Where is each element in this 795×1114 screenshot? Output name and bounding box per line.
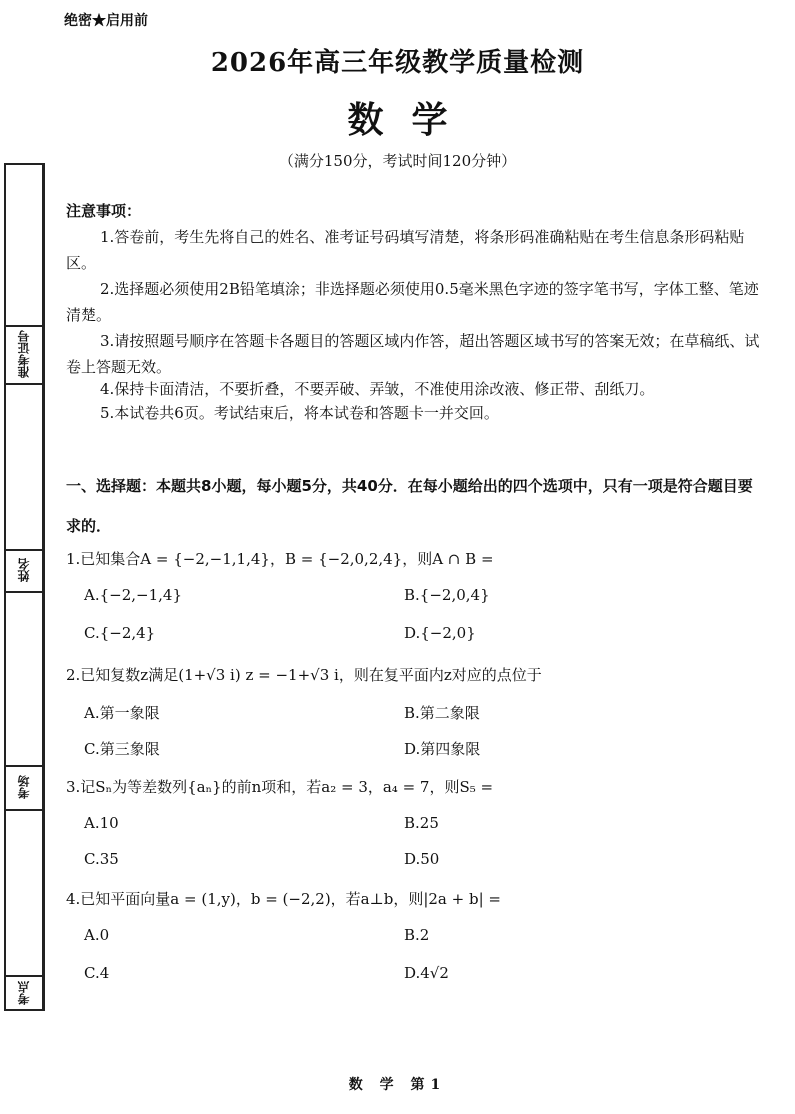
secret-label: 绝密★启用前	[64, 13, 148, 29]
question-4-option-b: B.2	[404, 926, 430, 944]
strip-label-site: 考点	[17, 981, 31, 1005]
question-4-option-c: C.4	[84, 964, 110, 982]
question-3-option-d: D.50	[404, 850, 440, 868]
strip-divider	[6, 591, 42, 593]
question-1-option-c: C.{−2,4}	[84, 624, 156, 642]
question-4-stem: 4.已知平面向量a = (1,y)，b = (−2,2)，若a⊥b，则|2a + b| =	[66, 890, 501, 908]
strip-divider	[6, 809, 42, 811]
question-1-option-b: B.{−2,0,4}	[404, 586, 490, 604]
question-2-option-d: D.第四象限	[404, 740, 481, 758]
question-3-stem: 3.记Sₙ为等差数列{aₙ}的前n项和，若a₂ = 3，a₄ = 7，则S₅ =	[66, 778, 494, 796]
exam-title: 2026年高三年级教学质量检测	[210, 48, 585, 78]
score-info: （满分150分，考试时间120分钟）	[278, 152, 517, 170]
binding-strip	[4, 163, 44, 1011]
question-3-option-b: B.25	[404, 814, 439, 832]
strip-label-exam-id: 准考证号	[17, 330, 31, 378]
strip-label-name: 姓名	[17, 558, 31, 582]
section-heading: 一、选择题：本题共8小题，每小题5分，共40分．在每小题给出的四个选项中，只有一项是符合题目要求的．	[66, 477, 753, 535]
note-item-2: 2.选择题必须使用2B铅笔填涂；非选择题必须使用0.5毫米黑色字迹的签字笔书写，字体工整、笔迹清楚。	[66, 280, 759, 324]
subject-title: 数学	[347, 99, 476, 141]
question-2-option-b: B.第二象限	[404, 704, 480, 722]
question-2-option-a: A.第一象限	[84, 704, 160, 722]
note-item-4: 4.保持卡面清洁，不要折叠，不要弄破、弄皱，不准使用涂改液、修正带、刮纸刀。	[100, 380, 655, 398]
question-3-option-c: C.35	[84, 850, 119, 868]
question-1-stem: 1.已知集合A = {−2,−1,1,4}，B = {−2,0,2,4}，则A ∩ B =	[66, 550, 494, 568]
question-3-option-a: A.10	[84, 814, 119, 832]
note-item-1: 1.答卷前，考生先将自己的姓名、准考证号码填写清楚，将条形码准确粘贴在考生信息条形码粘贴区。	[66, 228, 745, 272]
strip-edge-line	[44, 163, 45, 1011]
note-item-3: 3.请按照题号顺序在答题卡各题目的答题区域内作答，超出答题区域书写的答案无效；在草稿纸、试卷上答题无效。	[66, 332, 760, 376]
strip-label-room: 考场	[17, 775, 31, 799]
question-4-option-a: A.0	[84, 926, 110, 944]
page-footer: 数 学 第1	[348, 1077, 447, 1093]
strip-divider	[6, 383, 42, 385]
question-1-option-d: D.{−2,0}	[404, 624, 476, 642]
question-1-option-a: A.{−2,−1,4}	[84, 586, 182, 604]
question-4-option-d: D.4√2	[404, 964, 449, 982]
note-item-5: 5.本试卷共6页。考试结束后，将本试卷和答题卡一并交回。	[100, 404, 499, 422]
notes-heading: 注意事项：	[66, 202, 142, 220]
question-2-stem: 2.已知复数z满足(1+√3 i) z = −1+√3 i，则在复平面内z对应的点位于	[66, 666, 542, 684]
question-2-option-c: C.第三象限	[84, 740, 160, 758]
